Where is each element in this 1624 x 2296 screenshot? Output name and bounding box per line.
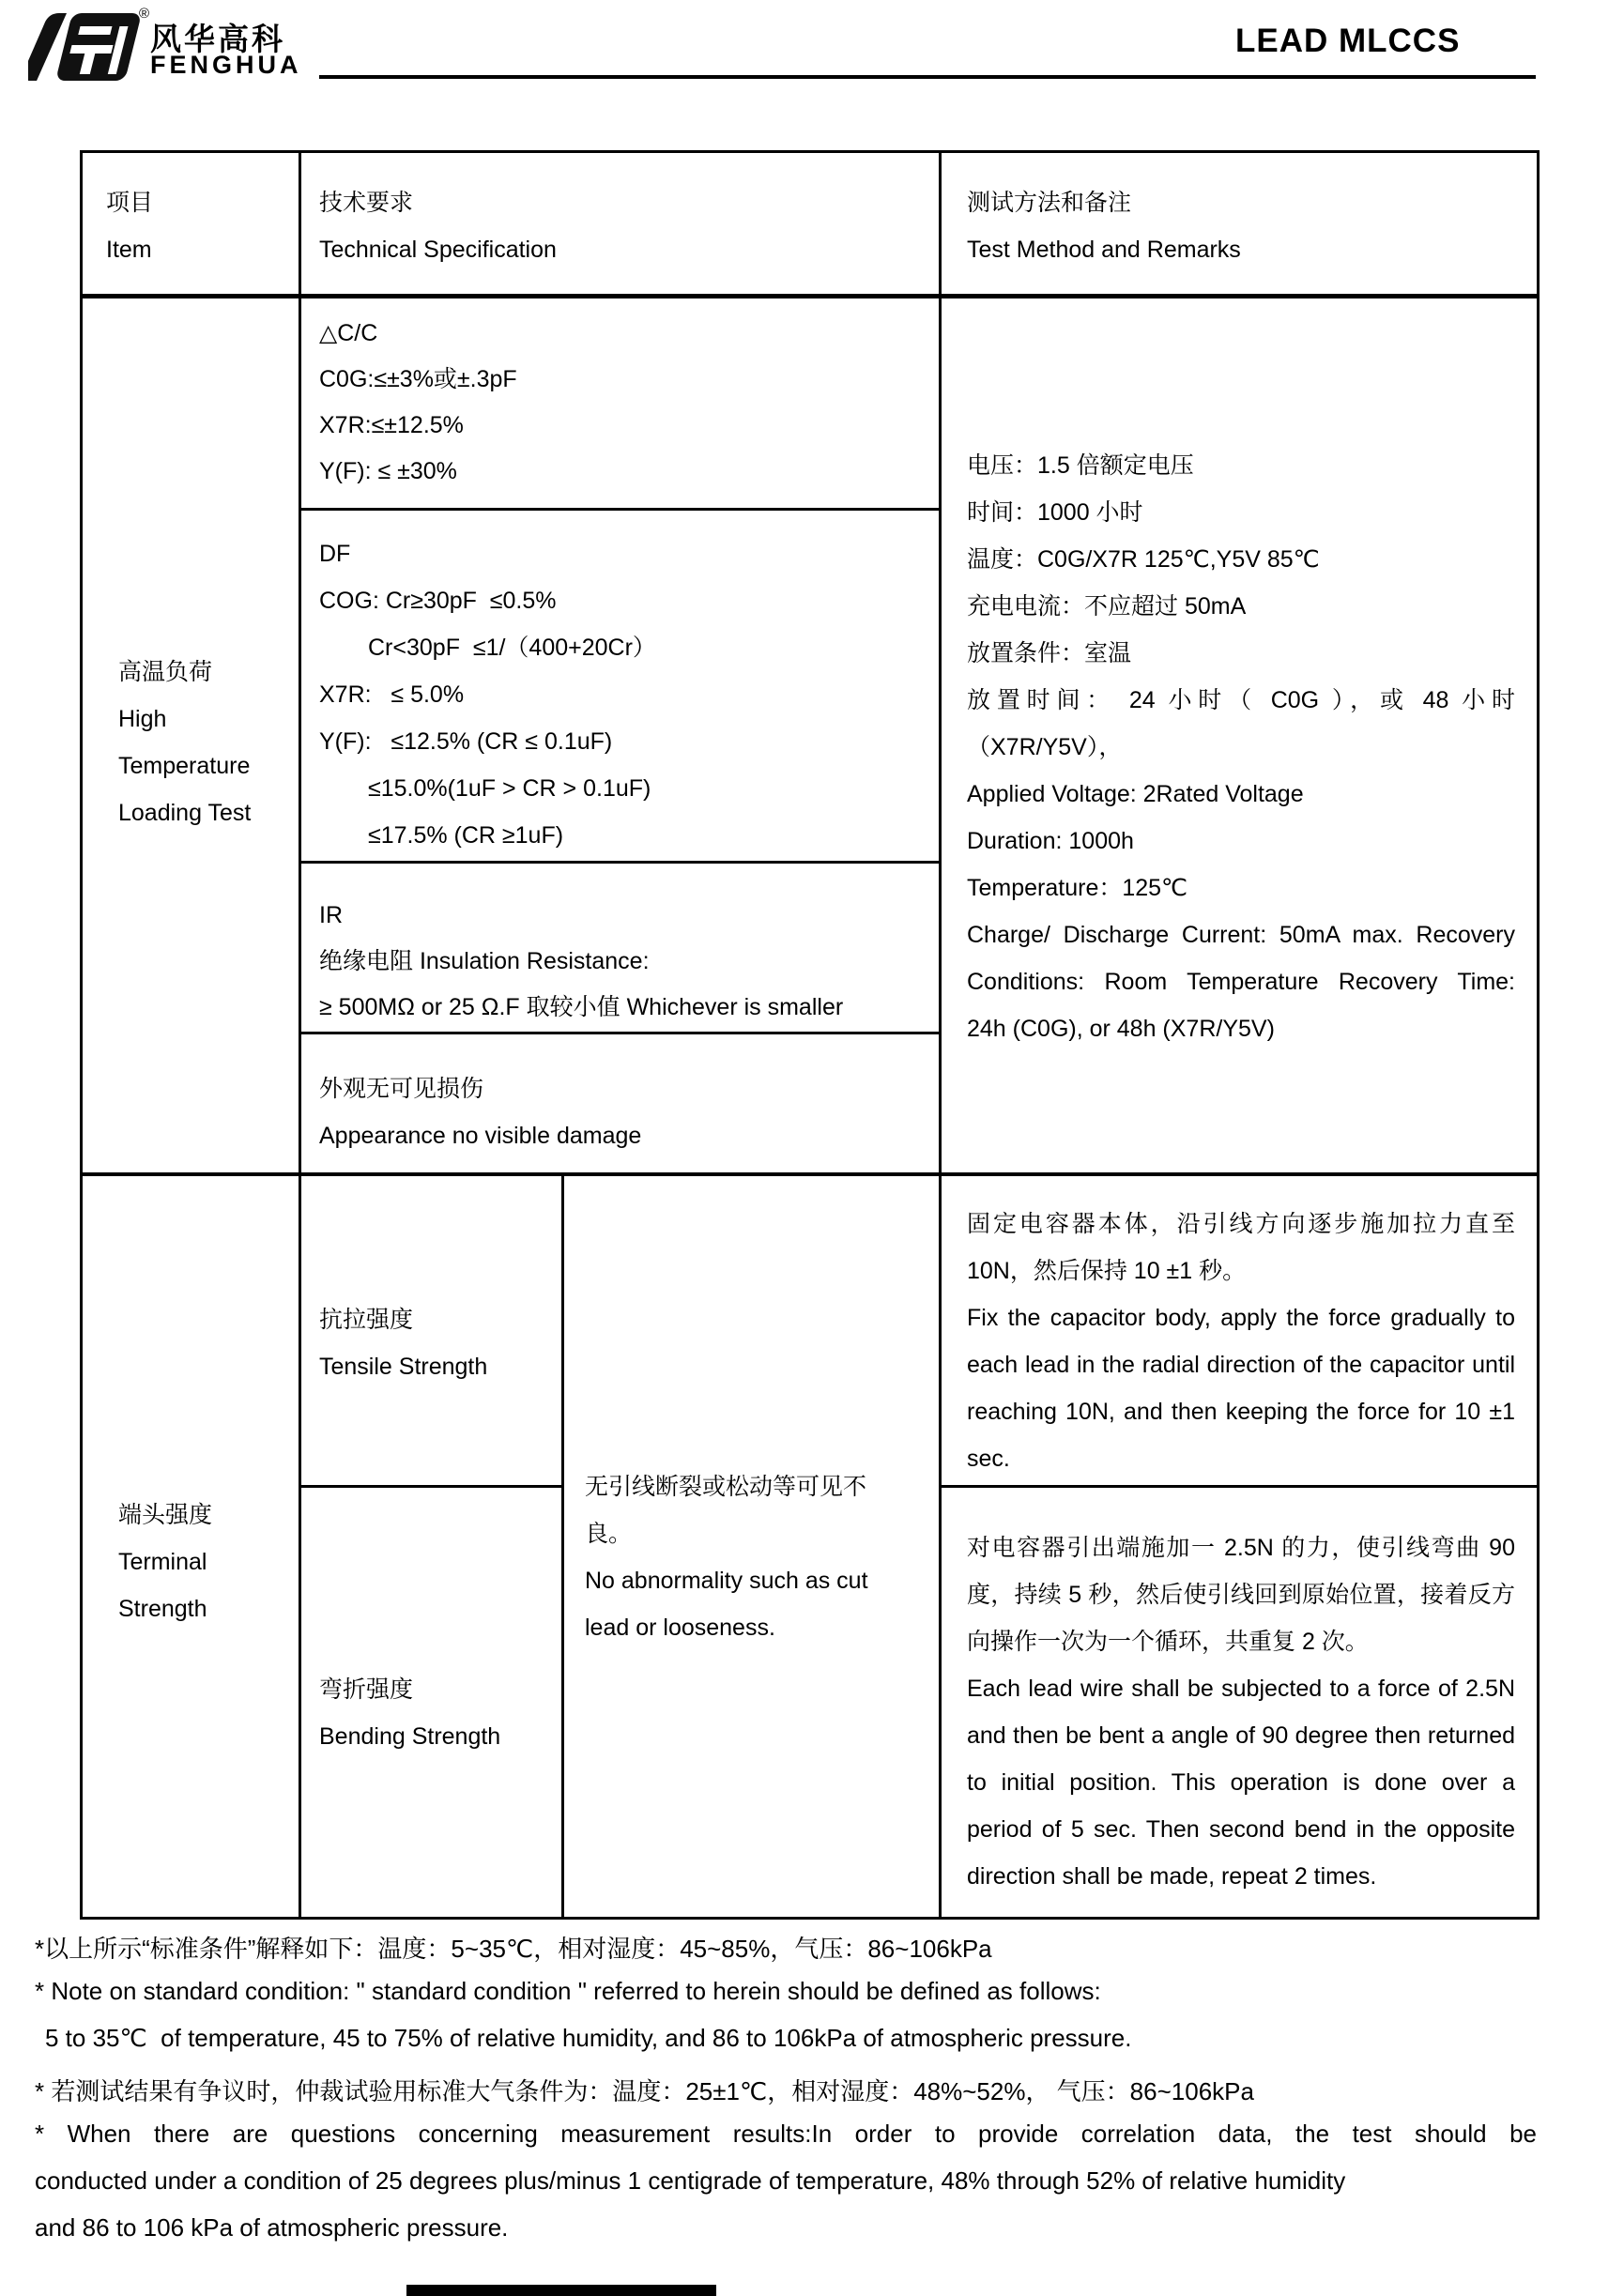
header-divider: [319, 75, 1536, 79]
method-line: 充电电流：不应超过 50mA: [967, 593, 1247, 620]
row1-method-cell: [967, 442, 1515, 1052]
header-cell-method: [967, 179, 1241, 273]
specification-table: [80, 150, 1540, 1920]
criteria-line: 良。: [585, 1521, 633, 1547]
tensile-label-en: Tensile Strength: [319, 1354, 488, 1380]
row1-spec-ir-cell: [319, 893, 843, 1031]
header-method-cn: 测试方法和备注: [967, 190, 1132, 216]
method-line: 温度：C0G/X7R 125℃,Y5V 85℃: [967, 546, 1320, 573]
method-line: Charge/ Discharge Current: 50mA max. Recovery: [967, 922, 1515, 948]
table-subcol-divider: [561, 1172, 564, 1917]
bending-method-en: Each lead wire shall be subjected to a force of 2.5N and then be bent a angle of 90 degree then returned to initial position. This operation is done over a period of 5 sec. Then second bend in the opposite direction shall be made, repeat 2 times.: [967, 1676, 1515, 1890]
header-cell-item: [106, 179, 153, 273]
spec-cc-line: △C/C: [319, 320, 378, 346]
spec-ir-line: IR: [319, 902, 343, 928]
method-line: 放置时间： 24 小时（ C0G ），或 48 小时: [967, 687, 1515, 713]
method-line: Applied Voltage: 2Rated Voltage: [967, 781, 1304, 807]
row1-spec-appearance-cell: [319, 1065, 641, 1159]
page-title: LEAD MLCCS: [1235, 23, 1461, 59]
row1-item-cell: [118, 649, 251, 836]
header-spec-en: Technical Specification: [319, 237, 557, 263]
spec-ir-line: ≥ 500MΩ or 25 Ω.F 取较小值 Whichever is smaller: [319, 994, 844, 1020]
note-line: conducted under a condition of 25 degrees plus/minus 1 centigrade of temperature, 48% through 52% of relative humidity: [35, 2166, 1346, 2195]
row2-tensile-label-cell: [319, 1296, 487, 1390]
method-line: Temperature：125℃: [967, 875, 1188, 901]
row2-item-line: Terminal: [118, 1549, 207, 1575]
spec-df-line: COG: Cr≥30pF ≤0.5%: [319, 588, 557, 614]
row1-spec-divider-ir-appearance: [299, 1032, 942, 1034]
spec-df-line: X7R: ≤ 5.0%: [319, 681, 465, 708]
spec-appearance-line: Appearance no visible damage: [319, 1123, 642, 1149]
bottom-bar: [406, 2285, 716, 2296]
method-line: （X7R/Y5V），: [967, 734, 1123, 760]
bending-label-en: Bending Strength: [319, 1723, 501, 1750]
header-spec-cn: 技术要求: [319, 190, 414, 216]
row1-item-line: High: [118, 706, 167, 732]
spec-df-line: Cr<30pF ≤1/（400+20Cr）: [368, 635, 656, 661]
row2-sub-divider-right: [939, 1485, 1537, 1488]
spec-df-line: ≤15.0%(1uF > CR > 0.1uF): [368, 775, 651, 802]
table-header-divider: [83, 294, 1537, 298]
spec-cc-line: C0G:≤±3%或±.3pF: [319, 366, 517, 392]
header-item-cn: 项目: [106, 190, 154, 216]
row-divider-1-2: [83, 1172, 1537, 1176]
row2-item-line: Strength: [118, 1596, 207, 1622]
row1-item-line: 高温负荷: [118, 659, 213, 685]
spec-ir-line: 绝缘电阻 Insulation Resistance:: [319, 948, 650, 974]
row2-bending-method-cell: [967, 1524, 1515, 1900]
fenghua-logo-icon: [28, 9, 141, 86]
spec-cc-line: X7R:≤±12.5%: [319, 412, 464, 438]
criteria-line: 无引线断裂或松动等可见不: [585, 1474, 867, 1500]
spec-cc-line: Y(F): ≤ ±30%: [319, 458, 457, 484]
header-cell-spec: [319, 179, 557, 273]
table-col-divider-2: [939, 153, 942, 1917]
method-line: Duration: 1000h: [967, 828, 1134, 854]
method-line: Conditions: Room Temperature Recovery Time:: [967, 969, 1515, 995]
header-method-en: Test Method and Remarks: [967, 237, 1241, 263]
row1-spec-divider-df-ir: [299, 861, 942, 864]
header-item-en: Item: [106, 237, 152, 263]
row1-item-line: Loading Test: [118, 800, 252, 826]
page-header: [0, 0, 1624, 94]
note-line: * Note on standard condition: " standard condition " referred to herein should be defined as follows:: [35, 1977, 1101, 2005]
brand-name-chinese: 风华高科: [150, 22, 285, 56]
criteria-line: lead or looseness.: [585, 1615, 775, 1641]
method-line: 放置条件：室温: [967, 640, 1132, 666]
note-line: and 86 to 106 kPa of atmospheric pressure.: [35, 2213, 509, 2242]
spec-df-line: ≤17.5% (CR ≥1uF): [368, 822, 564, 849]
note-line: 5 to 35℃ of temperature, 45 to 75% of relative humidity, and 86 to 106kPa of atmospheric pressure.: [45, 2024, 1132, 2052]
bending-method-cn: 对电容器引出端施加一 2.5N 的力，使引线弯曲 90 度，持续 5 秒，然后使引线回到原始位置，接着反方向操作一次为一个循环，共重复 2 次。: [967, 1535, 1515, 1655]
row1-item-line: Temperature: [118, 753, 251, 779]
row1-spec-cc-cell: [319, 311, 517, 495]
row2-item-line: 端头强度: [118, 1502, 213, 1528]
row2-tensile-method-cell: [967, 1201, 1515, 1482]
row2-criteria-cell: [585, 1463, 923, 1651]
method-line: 24h (C0G), or 48h (X7R/Y5V): [967, 1016, 1275, 1042]
note-line: * When there are questions concerning measurement results:In order to provide correlation data, the test should be: [35, 2120, 1537, 2148]
row1-spec-divider-cc-df: [299, 508, 942, 511]
spec-df-line: Y(F): ≤12.5% (CR ≤ 0.1uF): [319, 728, 613, 755]
tensile-method-cn: 固定电容器本体，沿引线方向逐步施加拉力直至 10N，然后保持 10 ±1 秒。: [967, 1211, 1515, 1284]
spec-appearance-line: 外观无可见损伤: [319, 1076, 484, 1102]
criteria-line: No abnormality such as cut: [585, 1568, 868, 1594]
note-line: *以上所示“标准条件”解释如下：温度：5~35℃，相对湿度：45~85%，气压：86~106kPa: [35, 1935, 992, 1963]
spec-df-line: DF: [319, 541, 351, 567]
brand-name-english: FENGHUA: [150, 51, 302, 79]
table-col-divider-1: [299, 153, 301, 1917]
row2-item-cell: [118, 1492, 212, 1632]
row2-sub-divider-left: [299, 1485, 564, 1488]
tensile-label-cn: 抗拉强度: [319, 1307, 414, 1333]
bending-label-cn: 弯折强度: [319, 1676, 414, 1703]
note-line: * 若测试结果有争议时，仲裁试验用标准大气条件为：温度：25±1℃，相对湿度：48%~52%， 气压：86~106kPa: [35, 2077, 1254, 2105]
row1-spec-df-cell: [319, 530, 656, 859]
tensile-method-en: Fix the capacitor body, apply the force gradually to each lead in the radial direction of the capacitor until reaching 10N, and then keeping the force for 10 ±1 sec.: [967, 1305, 1515, 1472]
row2-bending-label-cell: [319, 1666, 500, 1760]
registered-trademark-mark: ®: [139, 6, 150, 22]
method-line: 电压：1.5 倍额定电压: [967, 452, 1194, 479]
method-line: 时间：1000 小时: [967, 499, 1143, 526]
